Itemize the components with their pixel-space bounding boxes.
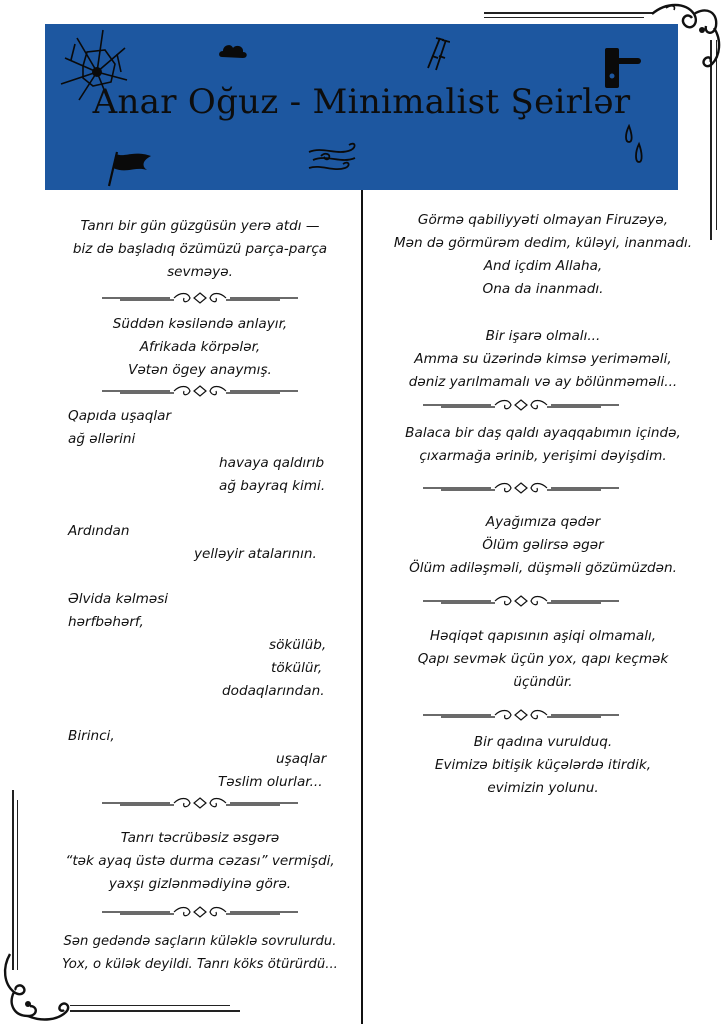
poem-line: ağ əllərini	[68, 431, 136, 447]
poem-line: Bir işarə olmalı...	[485, 328, 601, 344]
poem-line: Əlvida kəlməsi	[68, 591, 169, 607]
poem-line: Tanrı təcrübəsiz əsgərə	[120, 830, 280, 846]
poem-right-1	[362, 209, 724, 301]
ornamental-divider	[100, 904, 300, 923]
poem-line: Mən də görmürəm dedim, küləyi, inanmadı.	[393, 235, 693, 251]
poem-line: evimizin yolunu.	[487, 780, 599, 796]
poem-line: Ayağımıza qədər	[485, 514, 601, 530]
poem-line: Qapı sevmək üçün yox, qapı keçmək	[417, 651, 669, 667]
tears-icon	[623, 124, 649, 168]
poem-line: dəniz yarılmamalı və ay bölünməməli...	[408, 374, 678, 390]
poem-line: Süddən kəsiləndə anlayır,	[112, 316, 288, 332]
poem-left-4	[40, 827, 360, 896]
ornamental-divider	[100, 795, 300, 814]
column-divider	[361, 190, 363, 1024]
poem-line: üçündür.	[513, 674, 573, 690]
poem-line: Yox, o külək deyildi. Tanrı köks ötürürdü...	[62, 957, 338, 972]
poem-line: “tək ayaq üstə durma cəzası” vermişdi,	[65, 853, 335, 869]
poem-right-5	[362, 625, 724, 694]
wind-icon	[307, 142, 359, 176]
poem-right-2	[362, 325, 724, 394]
poem-line: sökülüb,	[269, 637, 327, 653]
poem-line: sevməyə.	[167, 264, 233, 280]
poem-line: Ölüm gəlirsə əgər	[482, 537, 604, 553]
poem-line: yaxşı gizlənmədiyinə görə.	[108, 876, 292, 892]
poem-line: Amma su üzərində kimsə yeriməməli,	[414, 351, 672, 367]
poem-line: dodaqlarından.	[222, 683, 325, 699]
poem-line: Ölüm adiləşməli, düşməli gözümüzdən.	[409, 560, 677, 576]
poem-line: tökülür,	[271, 660, 323, 676]
poem-line: çıxarmağa ərinib, yerişimi dəyişdim.	[419, 448, 667, 464]
flag-icon	[105, 148, 153, 188]
poem-line: Görmə qabiliyyəti olmayan Firuzəyə,	[417, 212, 669, 228]
poem-right-6	[362, 731, 724, 800]
ornamental-divider	[100, 383, 300, 402]
poem-line: Evimizə bitişik küçələrdə itirdik,	[434, 757, 652, 773]
poem-line: biz də başladıq özümüzü parça-parça	[72, 241, 328, 257]
ornamental-divider	[421, 480, 621, 499]
poem-line: Tanrı bir gün güzgüsün yerə atdı —	[80, 218, 320, 234]
poem-line: uşaqlar	[276, 751, 327, 767]
poem-left-5	[38, 930, 362, 976]
poem-line: Qapıda uşaqlar	[68, 408, 172, 424]
cloud-icon	[218, 43, 248, 61]
poem-line: ağ bayraq kimi.	[219, 478, 326, 494]
ornamental-divider	[100, 290, 300, 309]
poem-left-1	[40, 215, 360, 284]
page-title: Anar Oğuz - Minimalist Şeirlər	[92, 82, 631, 122]
poem-line: Balaca bir daş qaldı ayaqqabımın içində,	[405, 425, 681, 441]
poem-line: Ardından	[68, 523, 130, 539]
poem-line: Birinci,	[68, 728, 115, 744]
poem-line: Sən gedəndə saçların küləklə sovrulurdu.	[63, 934, 337, 949]
poem-line: Afrikada körpələr,	[139, 339, 261, 355]
crutches-icon	[422, 34, 450, 72]
ornamental-divider	[421, 397, 621, 416]
poem-line: Bir qadına vurulduq.	[473, 734, 613, 750]
poem-right-4	[362, 511, 724, 580]
poem-line: hərfbəhərf,	[68, 614, 144, 630]
poem-line: Həqiqət qapısının aşiqi olmamalı,	[429, 628, 657, 644]
poem-line: yelləyir atalarının.	[194, 546, 317, 562]
ornamental-divider	[421, 593, 621, 612]
poem-line: And içdim Allaha,	[483, 258, 603, 274]
header-banner	[45, 24, 678, 190]
poem-line: Ona da inanmadı.	[482, 281, 604, 297]
ornamental-divider	[421, 707, 621, 726]
poem-left-2	[40, 313, 360, 382]
poem-line: Təslim olurlar...	[218, 774, 323, 790]
poem-right-3	[362, 422, 724, 468]
poem-line: havaya qaldırıb	[219, 455, 325, 471]
poem-line: Vətən ögey anaymış.	[128, 362, 272, 378]
